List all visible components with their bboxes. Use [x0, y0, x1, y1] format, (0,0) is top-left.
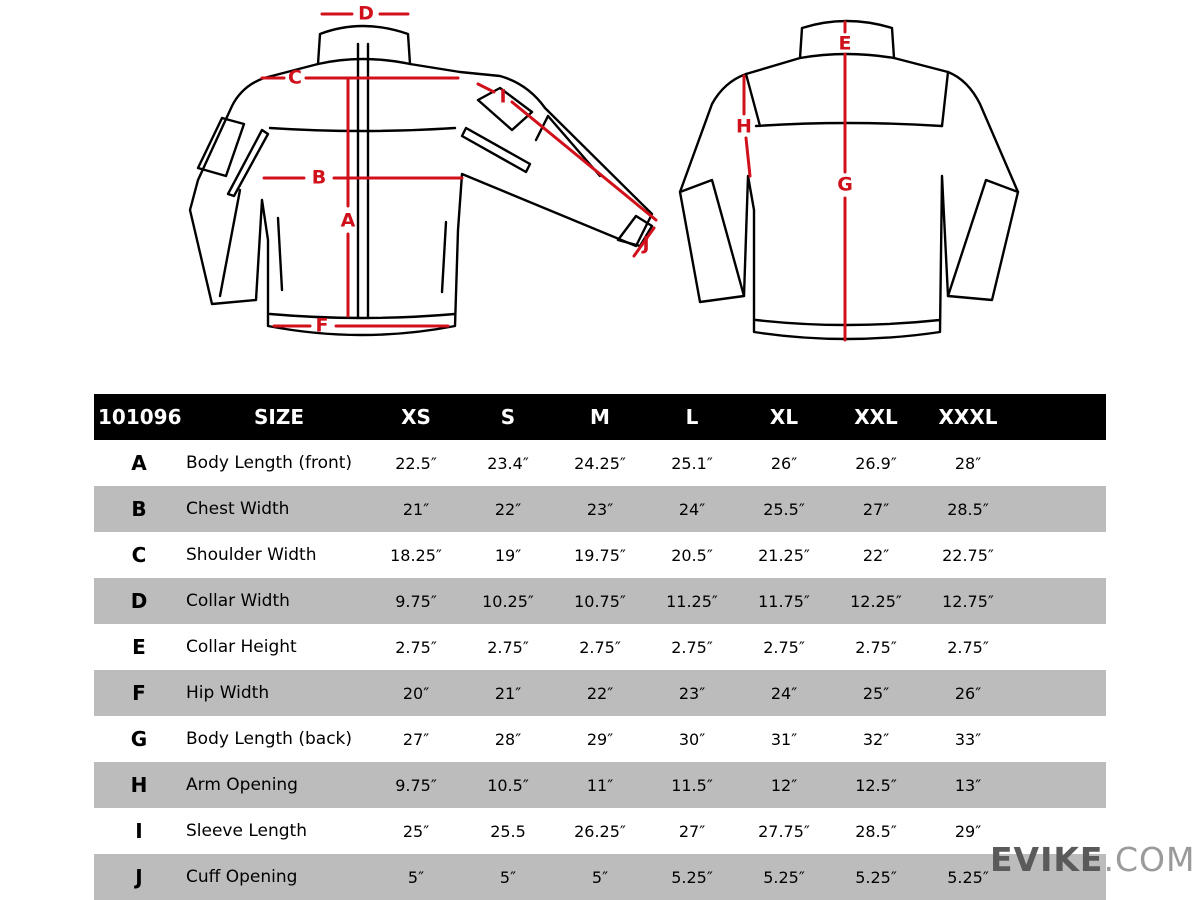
size-value-cell: 22″: [494, 499, 522, 519]
row-code: F: [132, 681, 146, 705]
size-value-cell: 2.75″: [763, 637, 805, 657]
size-value-cell: 26″: [770, 453, 798, 473]
row-code: D: [130, 589, 148, 613]
row-code: G: [130, 727, 148, 751]
table-row: [94, 808, 1106, 854]
model-number: 101096: [98, 405, 182, 429]
size-value-cell: 25.5: [490, 821, 526, 841]
row-label: Shoulder Width: [186, 545, 317, 565]
size-value-cell: 27″: [402, 729, 430, 749]
size-value-cell: 11.5″: [671, 775, 713, 795]
table-row: [94, 762, 1106, 808]
size-value-cell: 11.75″: [758, 591, 810, 611]
row-code: J: [135, 865, 143, 889]
size-value-cell: 22.5″: [395, 453, 437, 473]
size-value-cell: 12.5″: [855, 775, 897, 795]
size-value-cell: 25.1″: [671, 453, 713, 473]
size-value-cell: 26.9″: [855, 453, 897, 473]
row-label: Body Length (back): [186, 729, 353, 749]
size-value-cell: 27.75″: [758, 821, 810, 841]
size-value-cell: 24″: [678, 499, 706, 519]
row-code: A: [131, 451, 147, 475]
size-value-cell: 31″: [770, 729, 798, 749]
size-value-cell: 10.5″: [487, 775, 529, 795]
size-value-cell: 21″: [402, 499, 430, 519]
dim-letter-j: J: [642, 232, 650, 255]
size-value-cell: 18.25″: [390, 545, 442, 565]
jacket-measurement-diagram: [0, 0, 1200, 360]
size-value-cell: 21.25″: [758, 545, 810, 565]
size-value-cell: 5.25″: [947, 867, 989, 887]
table-row: [94, 578, 1106, 624]
size-value-cell: 11″: [586, 775, 614, 795]
size-value-cell: 5.25″: [671, 867, 713, 887]
dim-letter-g: G: [837, 173, 853, 196]
size-value-cell: 25.5″: [763, 499, 805, 519]
size-value-cell: 5″: [499, 867, 517, 887]
size-value-cell: 21″: [494, 683, 522, 703]
row-code: H: [130, 773, 148, 797]
size-value-cell: 25″: [402, 821, 430, 841]
size-value-cell: 28″: [494, 729, 522, 749]
size-value-cell: 32″: [862, 729, 890, 749]
size-value-cell: 2.75″: [855, 637, 897, 657]
size-value-cell: 5″: [591, 867, 609, 887]
dimension-letters: [288, 3, 853, 337]
row-label: Cuff Opening: [186, 867, 298, 887]
logo-bold: EVIKE: [990, 840, 1104, 879]
size-value-cell: 12″: [770, 775, 798, 795]
dim-letter-e: E: [838, 32, 852, 55]
size-value-cell: 24.25″: [574, 453, 626, 473]
size-xxxl: XXXL: [938, 405, 998, 429]
size-value-cell: 5″: [407, 867, 425, 887]
table-row: [94, 440, 1106, 486]
dimension-lines: [262, 14, 845, 340]
size-value-cell: 20″: [402, 683, 430, 703]
size-chart-table: [94, 394, 1106, 900]
jacket-front-drawing: [190, 26, 652, 335]
table-row: [94, 532, 1106, 578]
size-value-cell: 9.75″: [395, 591, 437, 611]
size-xxl: XXL: [854, 405, 898, 429]
table-row: [94, 670, 1106, 716]
size-value-cell: 23″: [586, 499, 614, 519]
size-value-cell: 2.75″: [487, 637, 529, 657]
size-m: M: [590, 405, 610, 429]
logo-light: .COM: [1103, 840, 1196, 879]
size-value-cell: 23.4″: [487, 453, 529, 473]
size-value-cell: 20.5″: [671, 545, 713, 565]
table-header-row: [94, 394, 1106, 440]
row-code: C: [131, 543, 147, 567]
size-value-cell: 26″: [954, 683, 982, 703]
size-value-cell: 2.75″: [395, 637, 437, 657]
size-value-cell: 11.25″: [666, 591, 718, 611]
size-value-cell: 2.75″: [579, 637, 621, 657]
row-label: Chest Width: [186, 499, 290, 519]
size-value-cell: 10.75″: [574, 591, 626, 611]
dim-letter-h: H: [736, 115, 752, 138]
size-value-cell: 22.75″: [942, 545, 994, 565]
evike-logo: [990, 840, 1195, 879]
size-value-cell: 19″: [494, 545, 522, 565]
table-row: [94, 624, 1106, 670]
size-value-cell: 28″: [954, 453, 982, 473]
table-row: [94, 486, 1106, 532]
size-value-cell: 9.75″: [395, 775, 437, 795]
table-body: [94, 440, 1106, 900]
row-code: I: [135, 819, 143, 843]
size-value-cell: 26.25″: [574, 821, 626, 841]
size-value-cell: 28.5″: [947, 499, 989, 519]
size-value-cell: 13″: [954, 775, 982, 795]
size-xs: XS: [401, 405, 431, 429]
size-value-cell: 24″: [770, 683, 798, 703]
size-value-cell: 28.5″: [855, 821, 897, 841]
row-label: Collar Height: [186, 637, 297, 657]
dim-letter-c: C: [288, 66, 302, 89]
dim-letter-d: D: [358, 2, 374, 25]
size-value-cell: 23″: [678, 683, 706, 703]
size-value-cell: 19.75″: [574, 545, 626, 565]
dim-letter-a: A: [340, 209, 356, 232]
table-row: [94, 716, 1106, 762]
size-value-cell: 29″: [954, 821, 982, 841]
size-value-cell: 27″: [862, 499, 890, 519]
size-value-cell: 33″: [954, 729, 982, 749]
size-value-cell: 12.75″: [942, 591, 994, 611]
size-header: SIZE: [253, 405, 304, 429]
row-label: Sleeve Length: [186, 821, 307, 841]
size-value-cell: 29″: [586, 729, 614, 749]
row-label: Arm Opening: [186, 775, 298, 795]
size-value-cell: 5.25″: [763, 867, 805, 887]
row-label: Body Length (front): [186, 453, 353, 473]
row-code: E: [132, 635, 146, 659]
size-l: L: [685, 405, 699, 429]
size-value-cell: 2.75″: [947, 637, 989, 657]
size-value-cell: 2.75″: [671, 637, 713, 657]
size-value-cell: 27″: [678, 821, 706, 841]
size-value-cell: 10.25″: [482, 591, 534, 611]
size-value-cell: 30″: [678, 729, 706, 749]
size-s: S: [500, 405, 516, 429]
size-value-cell: 12.25″: [850, 591, 902, 611]
size-value-cell: 5.25″: [855, 867, 897, 887]
table-row: [94, 854, 1106, 900]
dim-letter-b: B: [311, 166, 327, 189]
size-value-cell: 25″: [862, 683, 890, 703]
row-label: Hip Width: [186, 683, 270, 703]
dim-letter-f: F: [315, 314, 329, 337]
dim-letter-i: I: [499, 85, 507, 108]
size-value-cell: 22″: [862, 545, 890, 565]
size-value-cell: 22″: [586, 683, 614, 703]
row-label: Collar Width: [186, 591, 290, 611]
row-code: B: [131, 497, 147, 521]
size-xl: XL: [769, 405, 799, 429]
